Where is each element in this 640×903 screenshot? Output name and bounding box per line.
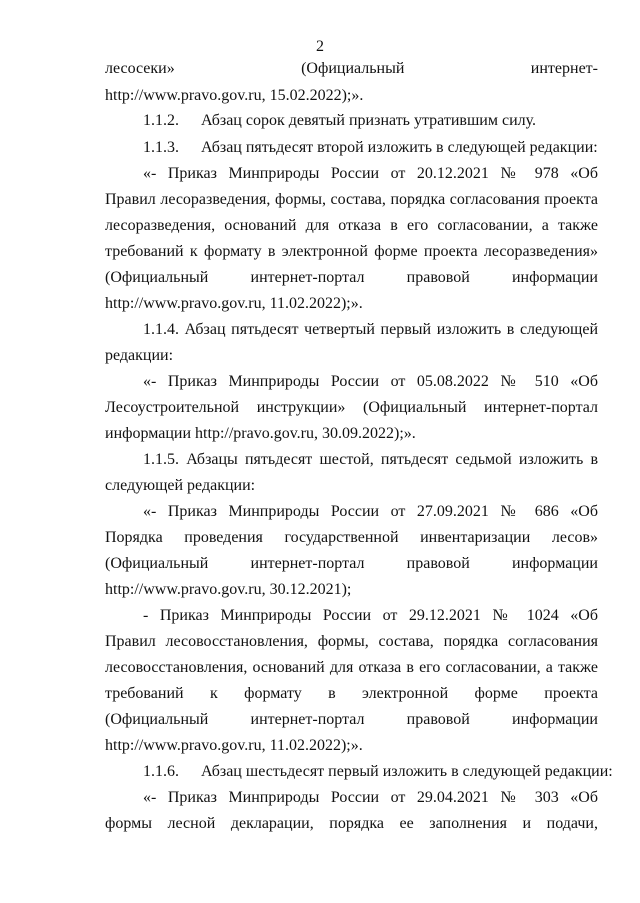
text-line <box>143 606 598 626</box>
text-line <box>105 528 598 548</box>
text-line <box>105 216 598 236</box>
text-line <box>105 736 598 756</box>
text-line <box>105 580 598 600</box>
line-text: Порядка проведения государственной инвентаризации лесов» <box>105 529 598 546</box>
paragraph-number: 1.1.2. <box>143 112 179 129</box>
text-line <box>105 398 598 418</box>
line-text: редакции: <box>105 347 174 364</box>
text-line <box>143 502 598 522</box>
paragraph-number: 1.1.3. <box>143 139 179 156</box>
text-line <box>143 164 598 184</box>
text-line <box>105 294 598 314</box>
line-text: формы лесной декларации, порядка ее заполнения и подачи, <box>105 815 598 832</box>
line-text: http://www.pravo.gov.ru, 11.02.2022);». <box>105 737 363 754</box>
line-text: http://www.pravo.gov.ru, 30.12.2021); <box>105 581 352 598</box>
line-text: «- Приказ Минприроды России от 05.08.2022 № 510 «Об <box>143 373 598 390</box>
text-line <box>143 788 598 808</box>
paragraph-1-1-6 <box>105 762 613 782</box>
line-text: следующей редакции: <box>105 477 256 494</box>
text-line <box>105 710 598 730</box>
line-text: - Приказ Минприроды России от 29.12.2021 № 1024 «Об <box>143 607 598 624</box>
line-text: Абзац шестьдесят первый изложить в следующей редакции: <box>201 763 613 780</box>
text-line <box>105 476 598 496</box>
line-text: http://www.pravo.gov.ru, 15.02.2022);». <box>105 87 364 104</box>
text-line <box>105 424 598 444</box>
line-text: Абзац сорок девятый признать утратившим силу. <box>201 112 537 129</box>
text-line <box>105 554 598 574</box>
text-line <box>105 268 598 288</box>
text-line <box>105 190 598 210</box>
paragraph-number: 1.1.4. <box>143 321 179 338</box>
line-text: Абзац пятьдесят четвертый первый изложить в следующей <box>184 321 598 338</box>
line-text: «- Приказ Минприроды России от 27.09.2021 № 686 «Об <box>143 503 598 520</box>
line-text: информации http://pravo.gov.ru, 30.09.2022);». <box>105 425 416 442</box>
text-line <box>105 346 598 366</box>
line-text: «- Приказ Минприроды России от 29.04.2021 № 303 «Об <box>143 789 598 806</box>
line-text: (Официальный интернет-портал правовой информации <box>105 555 598 572</box>
paragraph-1-1-3 <box>105 138 598 158</box>
line-text: Абзац пятьдесят второй изложить в следующей редакции: <box>201 139 598 156</box>
text-line <box>105 86 598 106</box>
line-text: «- Приказ Минприроды России от 20.12.2021 № 978 «Об <box>143 165 598 182</box>
paragraph-number: 1.1.6. <box>143 763 179 780</box>
line-text: лесоразведения, оснований для отказа в его согласовании, а также <box>105 217 598 234</box>
text-line <box>143 372 598 392</box>
text-line <box>105 242 598 262</box>
text-line <box>105 658 598 678</box>
text-line <box>105 632 598 652</box>
paragraph-number: 1.1.5. <box>143 451 179 468</box>
line-text: требований к формату в электронной форме проекта <box>105 685 598 702</box>
line-text: Правил лесоразведения, формы, состава, порядка согласования проекта <box>105 191 598 208</box>
paragraph-1-1-5 <box>143 450 598 470</box>
text-line <box>105 684 598 704</box>
line-text: Абзацы пятьдесят шестой, пятьдесят седьмой изложить в <box>186 451 598 468</box>
line-text: лесосеки» (Официальный интернет- <box>105 60 598 77</box>
line-text: Лесоустроительной инструкции» (Официальный интернет-портал <box>105 399 598 416</box>
paragraph-1-1-4 <box>143 320 598 340</box>
text-line <box>105 814 598 834</box>
line-text: требований к формату в электронной форме проекта лесоразведения» <box>105 243 598 260</box>
line-text: http://www.pravo.gov.ru, 11.02.2022);». <box>105 295 363 312</box>
paragraph-1-1-2 <box>105 111 598 131</box>
page-number: 2 <box>316 38 324 55</box>
text-line <box>105 59 598 79</box>
line-text: Правил лесовосстановления, формы, состава, порядка согласования <box>105 633 598 650</box>
line-text: (Официальный интернет-портал правовой информации <box>105 711 598 728</box>
line-text: (Официальный интернет-портал правовой информации <box>105 269 598 286</box>
line-text: лесовосстановления, оснований для отказа в его согласовании, а также <box>105 659 598 676</box>
